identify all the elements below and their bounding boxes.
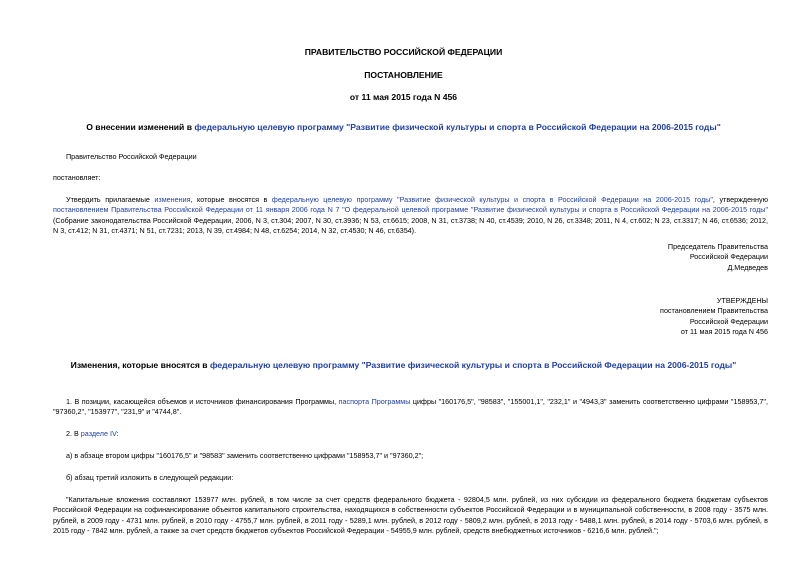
doc-type-heading: ПОСТАНОВЛЕНИЕ (364, 70, 443, 80)
document-title (0, 121, 807, 133)
signature-line-1: Председатель Правительства (667, 242, 768, 251)
item1-text-1: 1. В позиции, касающейся объемов и источников финансирования Программы, (66, 397, 339, 406)
approved-line-2: постановлением Правительства (660, 306, 768, 316)
signature-line-2: Российской Федерации (689, 252, 768, 262)
signature-line-3: Д.Медведев (727, 262, 768, 272)
quoted-paragraph: "Капитальные вложения составляют 153977 млн. рублей, в том числе за счет средств федерального бюджета - 92804,5 млн. рублей, из них субсидии из федерального бюджета бюджетам субъектов Российской Федерации на софинансирование объектов капитального строительства, находящихся в собственности субъектов Российской Федерации и в муниципальной собственности, в 2008 году - 3575 млн. рублей, в 2009 году - 4731 млн. рублей, в 2010 году - 4755,7 млн. рублей, в 2011 году - 5289,1 млн. рублей, в 2012 году - 5809,2 млн. рублей, в 2013 году - 5488,1 млн. рублей, в 2014 году - 5703,6 млн. рублей, в 2015 году - 7842 млн. рублей, а также за счет средств бюджетов субъектов Российской Федерации - 54955,9 млн. рублей, средств внебюджетных источников - 6216,6 млн. рублей."; (53, 495, 768, 536)
para1-text-4: (Собрание законодательства Российской Федерации, 2006, N 3, ст.304; 2007, N 30, ст.3936; N 53, ст.6615; 2008, N 31, ст.3738; N 40, ст.4539; 2010, N 26, ст.3348; 2011, N 4, ст.602; N 23, ст.3317; N 46, ст.6536; 2012, N 3, ст.412; N 31, ст.4371; N 51, ст.7231; 2013, N 39, ст.4984; N 48, ст.6254; 2014, N 32, ст.4530; N 46, ст.6354). (53, 215, 768, 236)
org-heading: ПРАВИТЕЛЬСТВО РОССИЙСКОЙ ФЕДЕРАЦИИ (304, 47, 503, 57)
resolution-link[interactable]: постановлением Правительства Российской Федерации от 11 января 2006 года N 7 "О федеральной целевой программе "Развитие физической культуры и спорта в Российской Федерации на 2006-2015 годы" (53, 205, 768, 215)
decides-line: постановляет: (53, 173, 101, 182)
approved-block (660, 296, 768, 338)
signature-block (668, 242, 768, 273)
change-item-1 (53, 397, 768, 418)
change-item-2 (66, 429, 781, 439)
item2-text-1: 2. В (66, 429, 81, 438)
para1-text-2: , которые вносятся в (190, 195, 272, 204)
approved-line-3: Российской Федерации (689, 316, 768, 326)
item2-text-2: : (116, 429, 119, 438)
changes-title-program-link[interactable]: федеральную целевую программу "Развитие физической культуры и спорта в Российской Федерации на 2006-2015 годы" (209, 360, 737, 370)
sub-item-a: а) в абзаце втором цифры "160176,5" и "98583" заменить соответственно цифрами "158953,7" и "97360,2"; (66, 451, 424, 460)
item1-text-2: цифры "160176,5", "98583", "155001,1", "232,1" и "4943,3" заменить соответственно цифрами "158953,7", "97360,2", "153977", "231,9" и "4744,8". (53, 397, 768, 417)
approved-line-4: от 11 мая 2015 года N 456 (680, 327, 768, 337)
date-number-heading: от 11 мая 2015 года N 456 (349, 92, 458, 102)
approved-line-1: УТВЕРЖДЕНЫ (716, 296, 768, 305)
changes-link[interactable]: изменения (154, 195, 191, 204)
decision-paragraph (53, 195, 768, 237)
program-link[interactable]: федеральную целевую программу "Развитие физической культуры и спорта в Российской Федерации на 2006-2015 годы" (271, 195, 713, 204)
program-passport-link[interactable]: паспорта Программы (338, 397, 411, 406)
section-iv-link[interactable]: разделе IV (80, 429, 117, 438)
para1-text-3: , утвержденную (712, 195, 768, 204)
changes-title (0, 359, 807, 371)
para1-text-1: Утвердить прилагаемые (66, 195, 155, 204)
changes-title-prefix: Изменения, которые вносятся в (70, 360, 210, 370)
title-program-link[interactable]: федеральную целевую программу "Развитие физической культуры и спорта в Российской Федерации на 2006-2015 годы" (194, 122, 721, 132)
sub-item-b: б) абзац третий изложить в следующей редакции: (66, 473, 234, 482)
govt-line: Правительство Российской Федерации (66, 152, 197, 161)
title-prefix: О внесении изменений в (86, 122, 195, 132)
